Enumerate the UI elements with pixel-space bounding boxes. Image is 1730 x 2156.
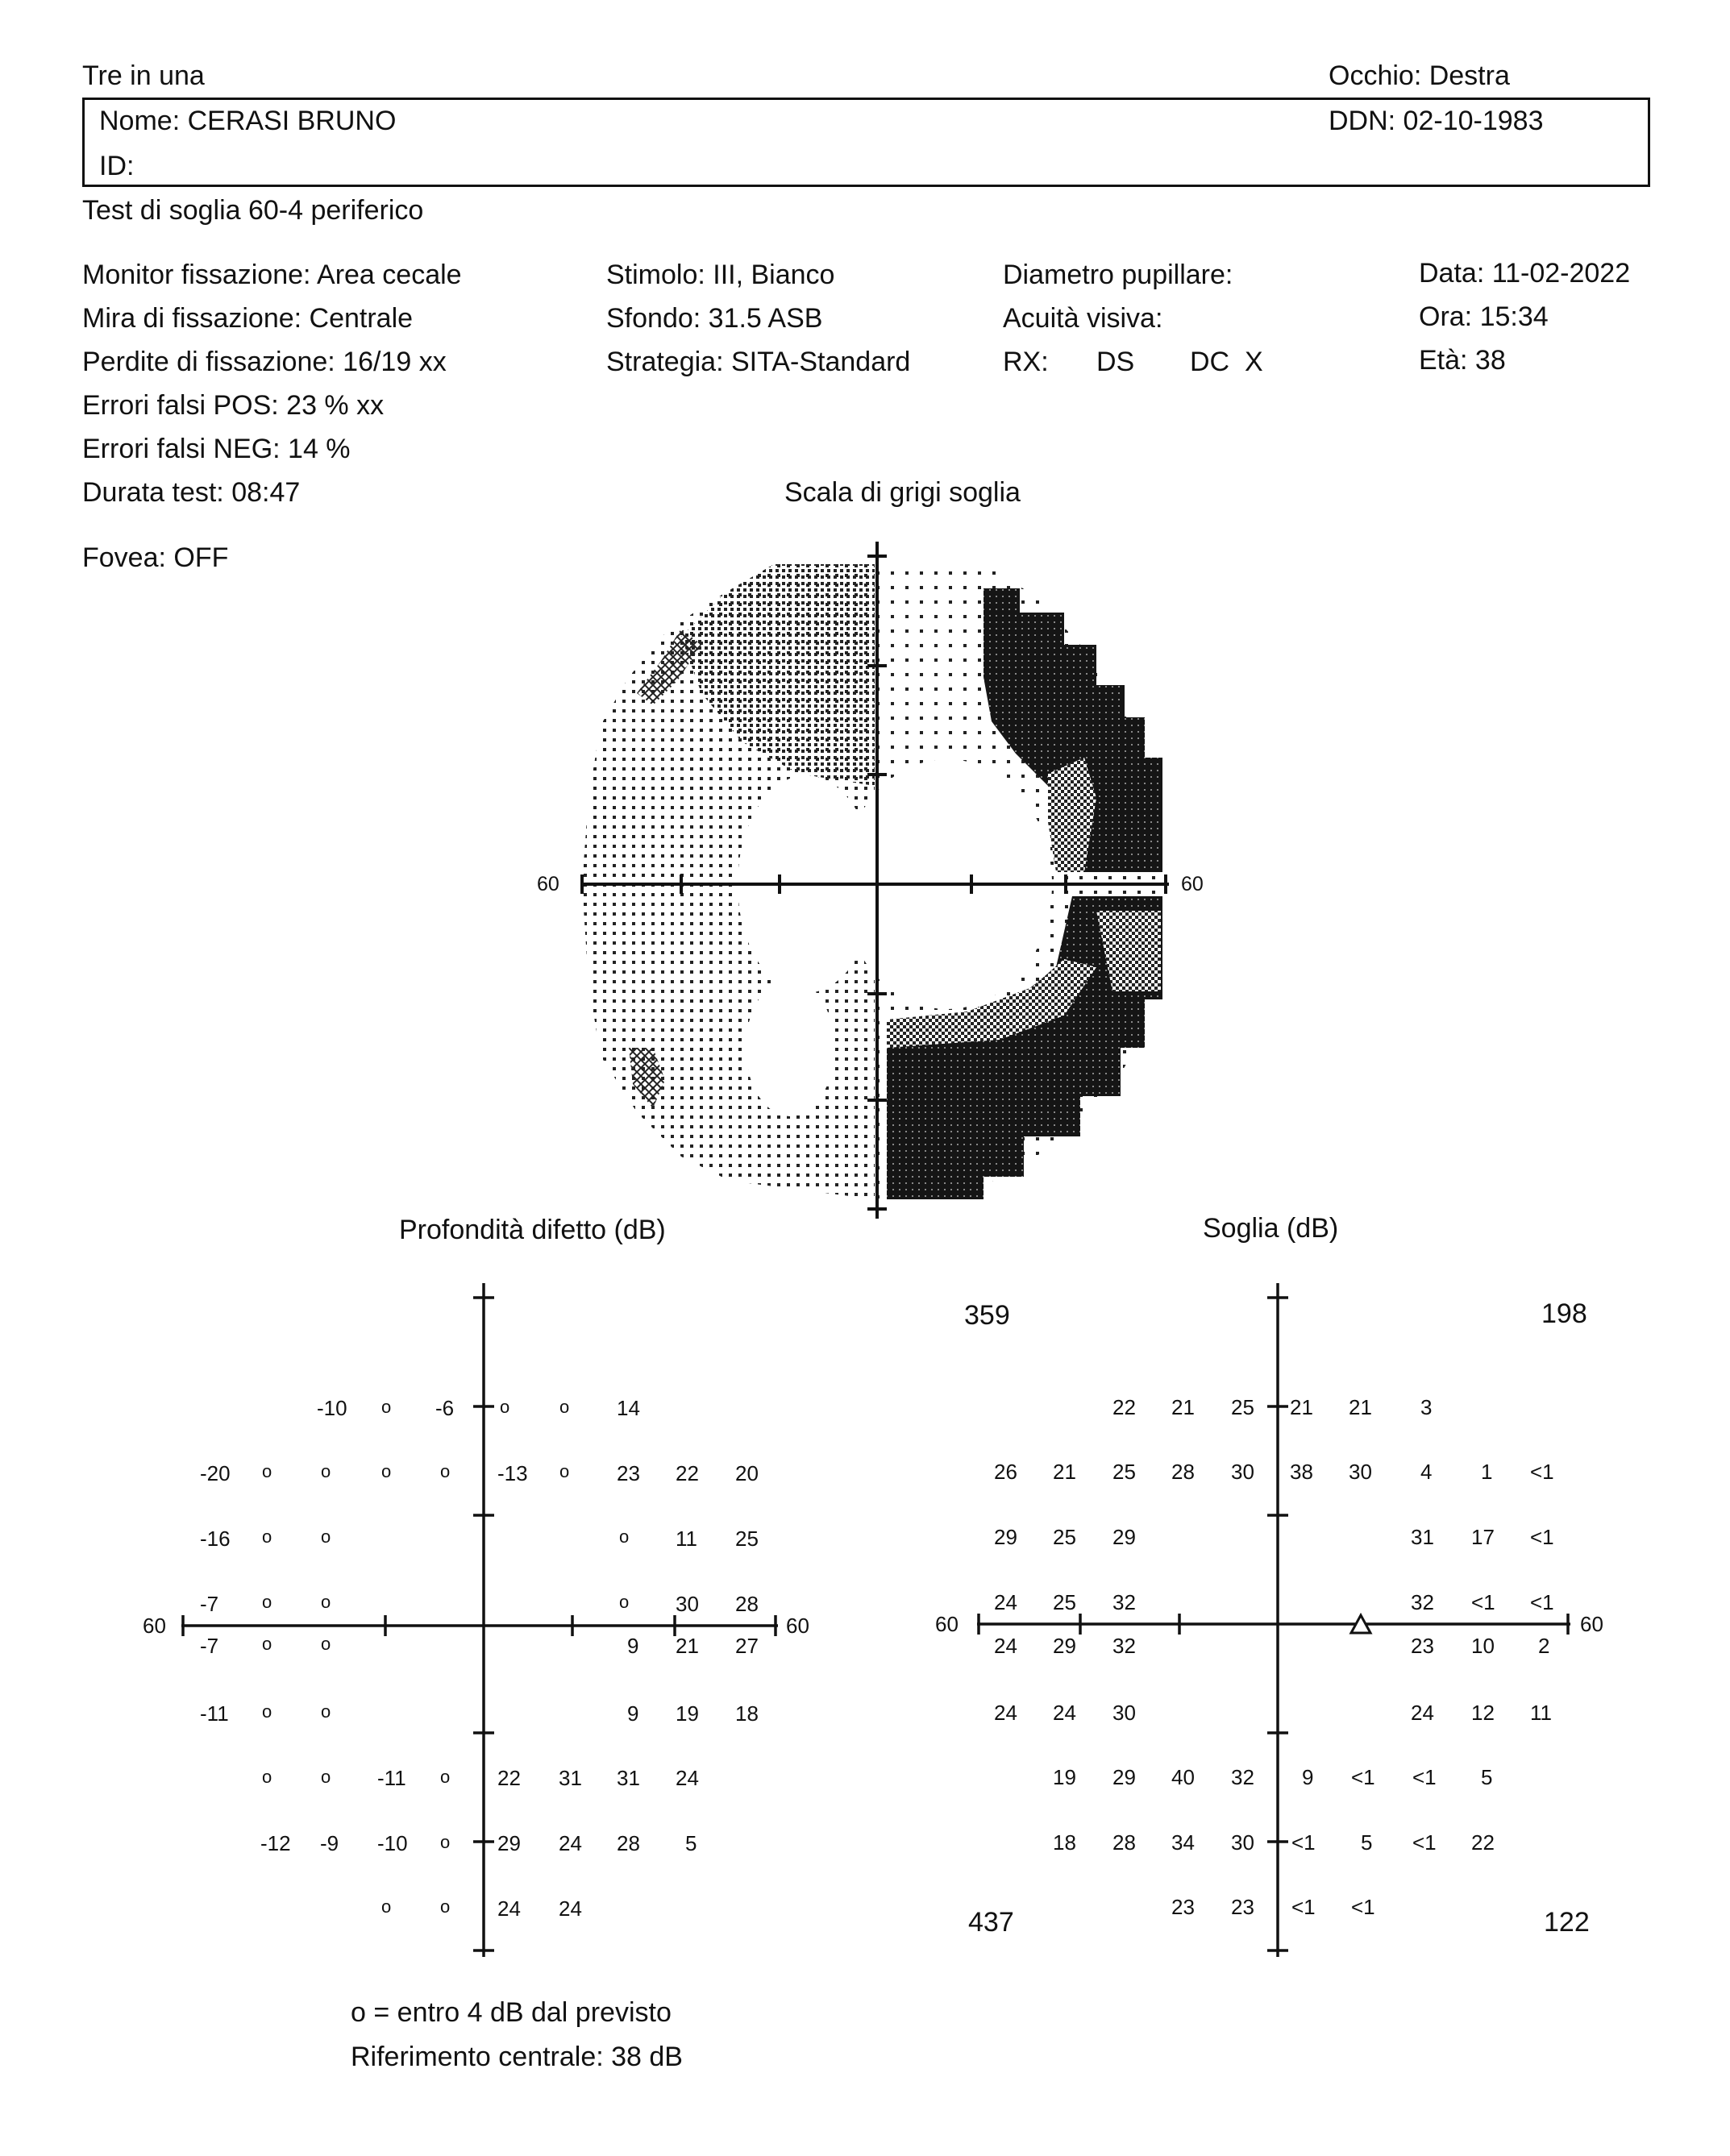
defect-value: 27 <box>735 1634 759 1658</box>
grayscale-label-left: 60 <box>537 873 559 895</box>
defect-value: o <box>262 1701 272 1722</box>
eye-label: Occhio: Destra <box>1329 60 1510 91</box>
info-strategy: Strategia: SITA-Standard <box>606 347 911 377</box>
threshold-value: 29 <box>1053 1634 1076 1658</box>
threshold-value: 25 <box>1112 1460 1136 1484</box>
defect-value: 24 <box>676 1766 699 1790</box>
threshold-value: 30 <box>1231 1830 1254 1855</box>
threshold-label-left: 60 <box>935 1612 959 1636</box>
info-rx: RX: <box>1003 347 1049 377</box>
defect-value: o <box>440 1461 451 1481</box>
threshold-value: 23 <box>1411 1634 1434 1658</box>
threshold-value: 32 <box>1411 1590 1434 1614</box>
defect-reference: Riferimento centrale: 38 dB <box>351 2042 683 2072</box>
threshold-value: <1 <box>1530 1525 1554 1549</box>
info-date: Data: 11-02-2022 <box>1419 258 1631 289</box>
defect-value: o <box>321 1527 331 1547</box>
threshold-value: 1 <box>1481 1460 1493 1484</box>
threshold-value: 12 <box>1471 1701 1495 1725</box>
defect-value: o <box>321 1767 331 1787</box>
defect-value: 24 <box>497 1896 521 1921</box>
defect-value: o <box>559 1461 570 1481</box>
info-fixation-losses: Perdite di fissazione: 16/19 xx <box>82 347 447 377</box>
test-name: Tre in una <box>82 60 205 91</box>
grayscale-title: Scala di grigi soglia <box>784 477 1021 508</box>
info-fixation-monitor: Monitor fissazione: Area cecale <box>82 260 462 290</box>
threshold-value: <1 <box>1530 1460 1554 1484</box>
info-fixation-target: Mira di fissazione: Centrale <box>82 303 414 334</box>
threshold-value: 10 <box>1471 1634 1495 1658</box>
threshold-value: <1 <box>1291 1895 1316 1919</box>
defect-value: o <box>440 1896 451 1917</box>
threshold-value: <1 <box>1351 1765 1375 1789</box>
defect-value: -10 <box>317 1396 347 1420</box>
info-rx-ds: DS <box>1096 347 1135 377</box>
defect-value: 18 <box>735 1701 759 1726</box>
threshold-value: 19 <box>1053 1765 1076 1789</box>
threshold-value: 32 <box>1112 1590 1136 1614</box>
threshold-value: 3 <box>1420 1395 1433 1419</box>
threshold-corner-bl: 437 <box>968 1907 1014 1938</box>
defect-value: o <box>440 1832 451 1852</box>
threshold-value: 34 <box>1171 1830 1195 1855</box>
info-false-pos: Errori falsi POS: 23 % xx <box>82 390 385 421</box>
threshold-value: <1 <box>1412 1765 1437 1789</box>
patient-dob: DDN: 02-10-1983 <box>1329 106 1544 136</box>
threshold-value: 28 <box>1171 1460 1195 1484</box>
threshold-value: 11 <box>1530 1701 1552 1725</box>
threshold-value: 17 <box>1471 1525 1495 1549</box>
defect-value: -12 <box>260 1831 291 1855</box>
threshold-value: 21 <box>1171 1395 1195 1419</box>
defect-value: o <box>381 1896 392 1917</box>
threshold-value: 30 <box>1112 1701 1136 1725</box>
defect-value: o <box>500 1397 510 1417</box>
defect-value: o <box>262 1767 272 1787</box>
defect-value: 30 <box>676 1592 699 1616</box>
defect-value: -16 <box>200 1527 231 1551</box>
defect-value: -7 <box>200 1592 219 1616</box>
defect-value: o <box>262 1592 272 1612</box>
info-stimulus: Stimolo: III, Bianco <box>606 260 835 290</box>
defect-title: Profondità difetto (dB) <box>399 1215 666 1245</box>
defect-value: o <box>381 1461 392 1481</box>
defect-value: 23 <box>617 1461 640 1485</box>
threshold-value: 32 <box>1231 1765 1254 1789</box>
defect-value: o <box>321 1634 331 1654</box>
defect-value: o <box>619 1592 630 1612</box>
info-rx-dc: DC <box>1190 347 1230 377</box>
defect-value: 22 <box>497 1766 521 1790</box>
defect-value: o <box>262 1527 272 1547</box>
threshold-corner-tl: 359 <box>964 1300 1010 1331</box>
defect-value: 28 <box>617 1831 640 1855</box>
threshold-value: 24 <box>1411 1701 1434 1725</box>
defect-value: -6 <box>435 1396 455 1420</box>
defect-value: 31 <box>617 1766 640 1790</box>
info-false-neg: Errori falsi NEG: 14 % <box>82 434 351 464</box>
defect-value: o <box>619 1527 630 1547</box>
info-time: Ora: 15:34 <box>1419 301 1549 332</box>
defect-value: 20 <box>735 1461 759 1485</box>
defect-value: -11 <box>200 1701 229 1726</box>
defect-value: -10 <box>377 1831 408 1855</box>
threshold-value: <1 <box>1351 1895 1375 1919</box>
defect-label-left: 60 <box>143 1614 166 1638</box>
threshold-title: Soglia (dB) <box>1203 1213 1339 1244</box>
threshold-value: 26 <box>994 1460 1017 1484</box>
threshold-value: 21 <box>1290 1395 1313 1419</box>
defect-value: o <box>262 1634 272 1654</box>
info-age: Età: 38 <box>1419 345 1506 376</box>
defect-value: 24 <box>559 1896 582 1921</box>
defect-value: -9 <box>320 1831 339 1855</box>
defect-value: -20 <box>200 1461 231 1485</box>
threshold-value: <1 <box>1291 1830 1316 1855</box>
threshold-value: 29 <box>1112 1765 1136 1789</box>
defect-value: 19 <box>676 1701 699 1726</box>
threshold-value: <1 <box>1412 1830 1437 1855</box>
defect-value: 31 <box>559 1766 582 1790</box>
threshold-value: 5 <box>1481 1765 1493 1789</box>
defect-value: 9 <box>627 1634 639 1658</box>
info-fovea: Fovea: OFF <box>82 542 229 573</box>
defect-value: o <box>559 1397 570 1417</box>
defect-value: 14 <box>617 1396 640 1420</box>
info-duration: Durata test: 08:47 <box>82 477 301 508</box>
defect-value: o <box>262 1461 272 1481</box>
threshold-label-right: 60 <box>1580 1612 1603 1636</box>
threshold-value: 21 <box>1053 1460 1076 1484</box>
threshold-value: 40 <box>1171 1765 1195 1789</box>
threshold-value: 29 <box>1112 1525 1136 1549</box>
threshold-value: 25 <box>1053 1590 1076 1614</box>
defect-value: -7 <box>200 1634 219 1658</box>
defect-value: o <box>381 1397 392 1417</box>
threshold-value: 25 <box>1053 1525 1076 1549</box>
defect-value: o <box>321 1461 331 1481</box>
test-type: Test di soglia 60-4 periferico <box>82 195 424 226</box>
threshold-value: <1 <box>1530 1590 1554 1614</box>
defect-label-right: 60 <box>786 1614 809 1638</box>
patient-name: Nome: CERASI BRUNO <box>99 106 397 136</box>
defect-value: 11 <box>676 1527 697 1551</box>
patient-id: ID: <box>99 151 135 181</box>
threshold-value: 23 <box>1171 1895 1195 1919</box>
threshold-value: 24 <box>994 1590 1017 1614</box>
defect-value: -13 <box>497 1461 528 1485</box>
info-acuity: Acuità visiva: <box>1003 303 1163 334</box>
defect-value: 5 <box>685 1831 697 1855</box>
threshold-value: 23 <box>1231 1895 1254 1919</box>
defect-value: o <box>440 1767 451 1787</box>
defect-legend: o = entro 4 dB dal previsto <box>351 1997 672 2028</box>
defect-value: o <box>321 1592 331 1612</box>
info-pupil: Diametro pupillare: <box>1003 260 1233 290</box>
defect-value: 28 <box>735 1592 759 1616</box>
grayscale-label-right: 60 <box>1181 873 1204 895</box>
threshold-value: 21 <box>1349 1395 1372 1419</box>
info-background: Sfondo: 31.5 ASB <box>606 303 823 334</box>
threshold-value: 29 <box>994 1525 1017 1549</box>
threshold-value: 24 <box>1053 1701 1076 1725</box>
threshold-value: 18 <box>1053 1830 1076 1855</box>
defect-value: 22 <box>676 1461 699 1485</box>
threshold-value: 31 <box>1411 1525 1434 1549</box>
defect-value: 21 <box>676 1634 699 1658</box>
defect-value: o <box>321 1701 331 1722</box>
threshold-value: 28 <box>1112 1830 1136 1855</box>
threshold-value: 24 <box>994 1634 1017 1658</box>
threshold-corner-br: 122 <box>1544 1907 1590 1938</box>
threshold-value: 32 <box>1112 1634 1136 1658</box>
threshold-value: 38 <box>1290 1460 1313 1484</box>
threshold-value: 22 <box>1471 1830 1495 1855</box>
defect-value: -11 <box>377 1766 406 1790</box>
threshold-value: <1 <box>1471 1590 1495 1614</box>
threshold-value: 2 <box>1538 1634 1550 1658</box>
threshold-value: 4 <box>1420 1460 1433 1484</box>
threshold-value: 25 <box>1231 1395 1254 1419</box>
threshold-value: 30 <box>1349 1460 1372 1484</box>
defect-value: 29 <box>497 1831 521 1855</box>
threshold-corner-tr: 198 <box>1541 1298 1587 1329</box>
defect-value: 25 <box>735 1527 759 1551</box>
threshold-value: 22 <box>1112 1395 1136 1419</box>
defect-value: 9 <box>627 1701 639 1726</box>
info-rx-x: X <box>1245 347 1263 377</box>
threshold-value: 9 <box>1302 1765 1314 1789</box>
threshold-value: 5 <box>1361 1830 1373 1855</box>
threshold-value: 30 <box>1231 1460 1254 1484</box>
threshold-value: 24 <box>994 1701 1017 1725</box>
defect-value: 24 <box>559 1831 582 1855</box>
